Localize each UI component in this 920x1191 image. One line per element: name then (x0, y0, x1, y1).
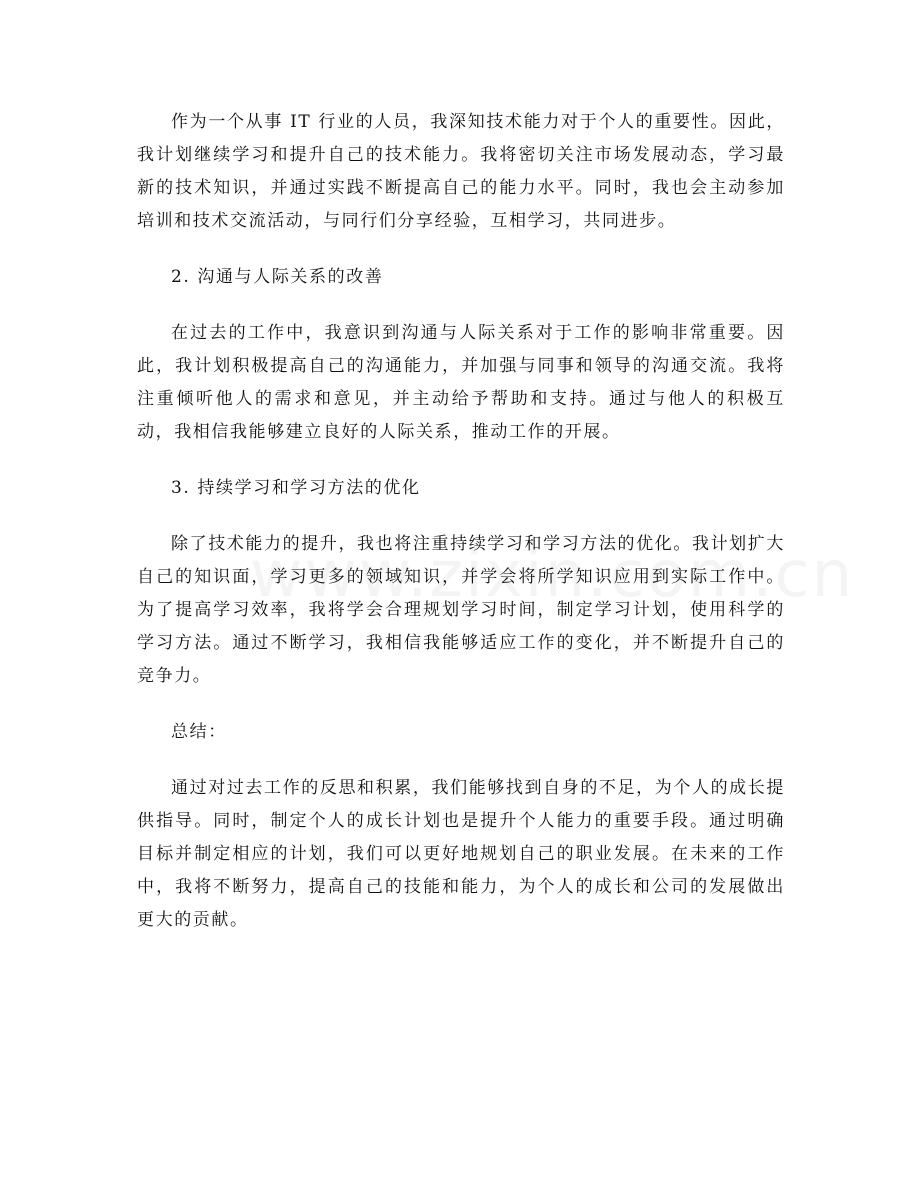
document-body (137, 106, 785, 960)
paragraph-communication: 在过去的工作中，我意识到沟通与人际关系对于工作的影响非常重要。因此，我计划积极提高自己的沟通能力，并加强与同事和领导的沟通交流。我将注重倾听他人的需求和意见，并主动给予帮助和支持。通过与他人的积极互动，我相信我能够建立良好的人际关系，推动工作的开展。 (137, 323, 785, 442)
section-heading-learning: 3. 持续学习和学习方法的优化 (171, 478, 421, 498)
paragraph-learning: 除了技术能力的提升，我也将注重持续学习和学习方法的优化。我计划扩大自己的知识面，学习更多的领域知识，并学会将所学知识应用到实际工作中。为了提高学习效率，我将学会合理规划学习时间，制定学习计划，使用科学的学习方法。通过不断学习，我相信我能够适应工作的变化，并不断提升自己的竞争力。 (137, 534, 785, 686)
section-heading-communication: 2. 沟通与人际关系的改善 (171, 267, 384, 287)
paragraph-summary: 通过对过去工作的反思和积累，我们能够找到自身的不足，为个人的成长提供指导。同时，制定个人的成长计划也是提升个人能力的重要手段。通过明确目标并制定相应的计划，我们可以更好地规划自己的职业发展。在未来的工作中，我将不断努力，提高自己的技能和能力，为个人的成长和公司的发展做出更大的贡献。 (137, 778, 785, 930)
paragraph-tech-skills: 作为一个从事 IT 行业的人员，我深知技术能力对于个人的重要性。因此，我计划继续学习和提升自己的技术能力。我将密切关注市场发展动态，学习最新的技术知识，并通过实践不断提高自己的能力水平。同时，我也会主动参加培训和技术交流活动，与同行们分享经验，互相学习，共同进步。 (137, 112, 785, 231)
section-heading-summary: 总结： (171, 722, 227, 742)
